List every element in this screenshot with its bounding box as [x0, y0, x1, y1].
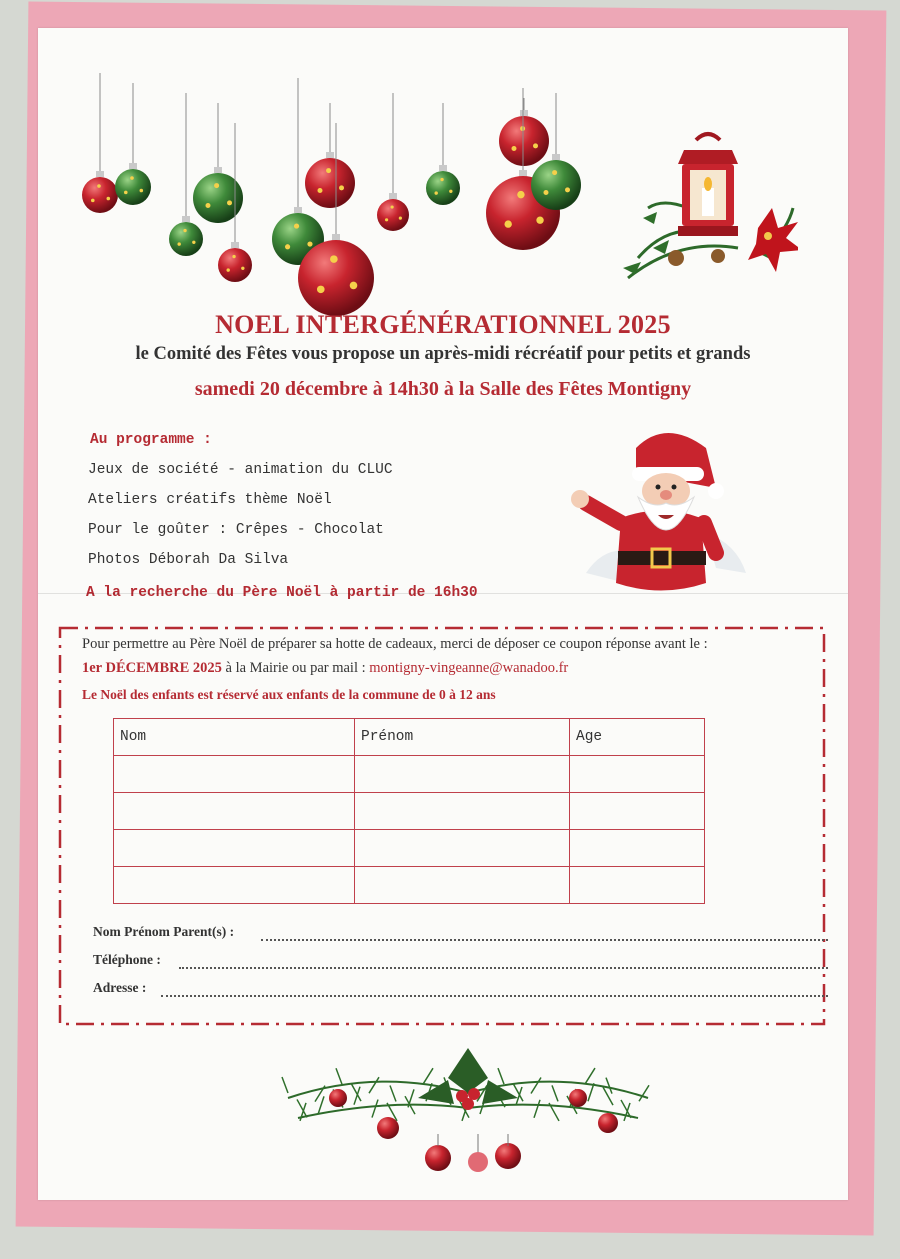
- program-item: Jeux de société - animation du CLUC: [88, 462, 393, 478]
- table-row: [114, 793, 705, 830]
- prenom-cell[interactable]: [355, 830, 570, 867]
- prenom-cell[interactable]: [355, 867, 570, 904]
- column-header-prenom: Prénom: [355, 719, 570, 756]
- christmas-ornament-icon: [305, 158, 355, 208]
- coupon-deadline-line: [82, 660, 568, 677]
- parent-name-field[interactable]: [93, 924, 828, 944]
- page-title: NOEL INTERGÉNÉRATIONNEL 2025: [215, 310, 671, 339]
- flyer-paper: [38, 28, 848, 1200]
- prenom-cell[interactable]: [355, 793, 570, 830]
- coupon-notice: Le Noël des enfants est réservé aux enfants de la commune de 0 à 12 ans: [82, 687, 496, 702]
- table-row: [114, 867, 705, 904]
- program-item: Photos Déborah Da Silva: [88, 552, 289, 568]
- program-heading: Au programme :: [90, 432, 212, 448]
- coupon-where: à la Mairie ou par mail :: [221, 660, 370, 676]
- age-cell[interactable]: [570, 793, 705, 830]
- reply-coupon: [58, 618, 828, 1028]
- nom-cell[interactable]: [114, 793, 355, 830]
- address-field[interactable]: [93, 980, 828, 1000]
- christmas-ornament-icon: [218, 248, 252, 282]
- phone-field[interactable]: [93, 952, 828, 972]
- prenom-cell[interactable]: [355, 756, 570, 793]
- phone-label: Téléphone :: [93, 952, 161, 967]
- coupon-email-link[interactable]: montigny-vingeanne@wanadoo.fr: [369, 660, 569, 676]
- nom-cell[interactable]: [114, 867, 355, 904]
- fold-line: [38, 593, 848, 594]
- christmas-ornament-icon: [377, 199, 409, 231]
- holly-garland-icon: [278, 1038, 658, 1178]
- lantern-icon: [618, 128, 798, 288]
- christmas-ornament-icon: [499, 116, 549, 166]
- coupon-intro: Pour permettre au Père Noël de préparer sa hotte de cadeaux, merci de déposer ce coupon réponse avant le :: [82, 636, 708, 652]
- christmas-ornament-icon: [82, 177, 118, 213]
- age-cell[interactable]: [570, 867, 705, 904]
- christmas-ornament-icon: [426, 171, 460, 205]
- table-row: [114, 830, 705, 867]
- event-date: samedi 20 décembre à 14h30 à la Salle des Fêtes Montigny: [194, 378, 692, 400]
- christmas-ornament-icon: [298, 240, 374, 316]
- program-item: Pour le goûter : Crêpes - Chocolat: [88, 522, 384, 538]
- parent-name-label: Nom Prénom Parent(s) :: [93, 924, 235, 939]
- subtitle: le Comité des Fêtes vous propose un après-midi récréatif pour petits et grands: [135, 344, 751, 364]
- age-cell[interactable]: [570, 756, 705, 793]
- nom-cell[interactable]: [114, 756, 355, 793]
- table-header-row: [114, 719, 705, 756]
- address-label: Adresse :: [93, 980, 147, 995]
- column-header-nom: Nom: [114, 719, 355, 756]
- program-item: Ateliers créatifs thème Noël: [88, 492, 332, 508]
- table-row: [114, 756, 705, 793]
- children-table: [113, 718, 705, 904]
- christmas-ornament-icon: [169, 222, 203, 256]
- program-highlight: A la recherche du Père Noël à partir de 16h30: [86, 585, 478, 601]
- santa-claus-icon: [566, 423, 756, 613]
- christmas-ornaments-icon: [78, 63, 598, 323]
- christmas-ornament-icon: [115, 169, 151, 205]
- christmas-ornament-icon: [531, 160, 581, 210]
- nom-cell[interactable]: [114, 830, 355, 867]
- column-header-age: Age: [570, 719, 705, 756]
- age-cell[interactable]: [570, 830, 705, 867]
- coupon-deadline: 1er DÉCEMBRE 2025: [82, 660, 222, 676]
